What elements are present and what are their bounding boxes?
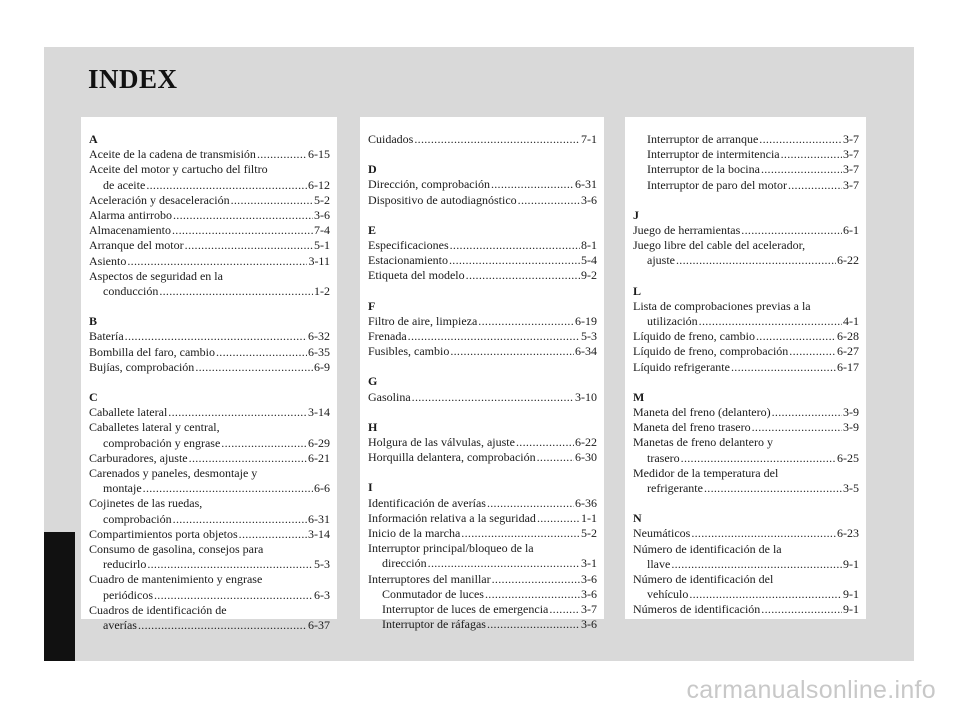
index-page-number: 6-34 — [575, 344, 597, 359]
dot-leader — [221, 436, 307, 451]
dot-leader — [691, 526, 836, 541]
index-entry — [89, 618, 330, 633]
dot-leader — [731, 360, 836, 375]
index-page-number: 9-1 — [843, 587, 859, 602]
dot-leader — [428, 556, 580, 571]
index-entry-text: refrigerante — [647, 481, 703, 496]
index-entry — [89, 329, 330, 344]
dot-leader — [173, 208, 313, 223]
dot-leader — [185, 238, 313, 253]
index-column-3 — [625, 117, 866, 619]
dot-leader — [761, 162, 842, 177]
dot-leader — [704, 481, 842, 496]
index-entry-continued: Cuadros de identificación de — [89, 602, 227, 617]
dot-leader — [216, 345, 307, 360]
index-entry-text: utilización — [647, 314, 698, 329]
index-entry-text: Bombilla del faro, cambio — [89, 344, 215, 359]
index-page-number: 9-1 — [843, 602, 859, 617]
index-entry-text: dirección — [382, 556, 427, 571]
index-page-number: 9-2 — [581, 268, 597, 283]
index-entry — [89, 254, 330, 269]
index-entry — [368, 435, 597, 450]
index-page-number: 1-2 — [314, 284, 330, 299]
index-entry-text: Alarma antirrobo — [89, 208, 172, 223]
index-entry — [368, 177, 597, 192]
index-entry-text: llave — [647, 556, 671, 571]
dot-leader — [127, 254, 307, 269]
index-entry-continued: Aspectos de seguridad en la — [89, 268, 223, 283]
index-page-number: 6-36 — [575, 495, 597, 510]
index-entry — [89, 284, 330, 299]
index-entry-text: vehículo — [647, 587, 689, 602]
index-entry-text: Interruptor de intermitencia — [647, 147, 780, 162]
dot-leader — [487, 496, 574, 511]
index-page-number: 6-22 — [575, 435, 597, 450]
dot-leader — [408, 329, 580, 344]
index-entry-continued: Cojinetes de las ruedas, — [89, 496, 203, 511]
index-entry-text: Aceite de la cadena de transmisión — [89, 147, 256, 162]
index-letter-heading: L — [633, 283, 642, 298]
index-entry-continued: Carenados y paneles, desmontaje y — [89, 466, 258, 481]
index-entry — [633, 329, 859, 344]
dot-leader — [449, 253, 580, 268]
index-entry-text: Interruptor de paro del motor — [647, 177, 787, 192]
index-entry — [633, 557, 859, 572]
dot-leader — [138, 618, 307, 633]
index-entry-text: Maneta del freno trasero — [633, 420, 751, 435]
index-page-number: 3-7 — [843, 147, 859, 162]
index-entry-text: Holgura de las válvulas, ajuste — [368, 435, 515, 450]
index-entry — [368, 587, 597, 602]
dot-leader — [125, 329, 307, 344]
dot-leader — [537, 450, 574, 465]
index-entry — [368, 268, 597, 283]
index-entry-text: Conmutador de luces — [382, 586, 484, 601]
index-page-number: 3-7 — [843, 162, 859, 177]
index-entry-text: Frenada — [368, 329, 407, 344]
index-page-number: 3-6 — [581, 617, 597, 632]
index-entry — [368, 496, 597, 511]
index-entry — [633, 481, 859, 496]
index-entry-text: montaje — [103, 481, 142, 496]
dot-leader — [741, 223, 842, 238]
index-entry — [89, 557, 330, 572]
index-entry-text: Compartimientos porta objetos — [89, 526, 238, 541]
index-page-number: 5-1 — [314, 238, 330, 253]
dot-leader — [772, 405, 842, 420]
index-page-number: 6-28 — [837, 329, 859, 344]
dot-leader — [518, 193, 580, 208]
page-title: INDEX — [88, 64, 178, 94]
index-page-number: 7-1 — [581, 132, 597, 146]
index-page-number: 3-6 — [581, 571, 597, 586]
index-page-number: 3-6 — [581, 586, 597, 601]
index-letter-heading: H — [368, 419, 378, 434]
dot-leader — [671, 557, 842, 572]
dot-leader — [461, 526, 580, 541]
dot-leader — [257, 147, 307, 162]
index-entry-text: Información relativa a la seguridad — [368, 510, 536, 525]
dot-leader — [146, 178, 307, 193]
index-page-number: 9-1 — [843, 556, 859, 571]
index-entry-text: conducción — [103, 284, 159, 299]
index-entry — [368, 238, 597, 253]
index-entry-continued: Medidor de la temperatura del — [633, 465, 779, 480]
index-entry — [368, 572, 597, 587]
index-entry — [368, 193, 597, 208]
dot-leader — [537, 511, 580, 526]
index-entry — [633, 314, 859, 329]
index-entry-text: Horquilla delantera, comprobación — [368, 450, 536, 465]
index-entry — [89, 481, 330, 496]
dot-leader — [759, 132, 842, 147]
index-entry-text: reducirlo — [103, 557, 147, 572]
dot-leader — [168, 405, 307, 420]
index-entry-text: Etiqueta del modelo — [368, 268, 465, 283]
index-entry-text: Interruptores del manillar — [368, 571, 491, 586]
index-entry-text: Especificaciones — [368, 238, 449, 253]
dot-leader — [172, 223, 313, 238]
index-page-number: 6-31 — [575, 177, 597, 192]
index-page-number: 3-9 — [843, 405, 859, 420]
index-entry — [89, 588, 330, 603]
index-entry — [89, 405, 330, 420]
index-entry-text: Inicio de la marcha — [368, 526, 461, 541]
index-entry-text: Neumáticos — [633, 526, 691, 541]
index-entry — [633, 253, 859, 268]
index-page-number: 6-21 — [308, 450, 330, 465]
index-page-number: 6-35 — [308, 344, 330, 359]
index-entry — [368, 602, 597, 617]
index-page-number: 1-1 — [581, 510, 597, 525]
index-entry-text: comprobación — [103, 511, 172, 526]
index-entry-text: Estacionamiento — [368, 253, 448, 268]
index-entry-continued: Juego libre del cable del acelerador, — [633, 238, 806, 253]
dot-leader — [761, 602, 842, 617]
index-entry-text: averías — [103, 618, 137, 633]
index-column-1 — [81, 117, 337, 633]
index-entry — [368, 526, 597, 541]
index-letter-heading: A — [89, 132, 98, 146]
index-page-number: 3-11 — [308, 253, 330, 268]
index-entry — [89, 436, 330, 451]
index-page-number: 4-1 — [843, 314, 859, 329]
dot-leader — [699, 314, 842, 329]
dot-leader — [788, 178, 842, 193]
index-page-number: 3-7 — [843, 132, 859, 146]
index-entry-text: Cuidados — [368, 132, 414, 146]
index-entry — [89, 360, 330, 375]
index-letter-heading: D — [368, 162, 377, 177]
index-entry — [368, 617, 597, 632]
index-entry-text: Interruptor de la bocina — [647, 162, 760, 177]
index-entry — [633, 526, 859, 541]
dot-leader — [412, 390, 574, 405]
dot-leader — [173, 512, 307, 527]
index-entry — [633, 162, 859, 177]
index-entry — [633, 344, 859, 359]
dot-leader — [147, 557, 313, 572]
index-entry — [368, 511, 597, 526]
index-page-number: 7-4 — [314, 223, 330, 238]
dot-leader — [789, 344, 836, 359]
index-page-number: 3-9 — [843, 420, 859, 435]
index-page-number: 5-2 — [581, 526, 597, 541]
index-entry — [633, 147, 859, 162]
index-letter-heading: N — [633, 511, 642, 526]
index-entry — [633, 451, 859, 466]
index-entry — [89, 345, 330, 360]
index-entry-text: periódicos — [103, 587, 153, 602]
index-page-number: 6-17 — [837, 359, 859, 374]
index-entry-text: ajuste — [647, 253, 675, 268]
index-entry-text: Maneta del freno (delantero) — [633, 405, 771, 420]
dot-leader — [676, 253, 836, 268]
index-page-number: 6-37 — [308, 618, 330, 633]
dot-leader — [414, 132, 580, 147]
dot-leader — [689, 587, 842, 602]
watermark: carmanualsonline.info — [686, 676, 936, 704]
index-page-number: 6-32 — [308, 329, 330, 344]
index-entry — [89, 193, 330, 208]
index-page-number: 3-6 — [314, 208, 330, 223]
index-entry-text: Asiento — [89, 253, 127, 268]
dot-leader — [485, 587, 580, 602]
index-page-number: 3-5 — [843, 481, 859, 496]
index-entry — [633, 405, 859, 420]
index-page-number: 6-19 — [575, 313, 597, 328]
index-page-number: 6-31 — [308, 511, 330, 526]
dot-leader — [231, 193, 313, 208]
index-entry — [633, 178, 859, 193]
index-letter-heading: I — [368, 480, 373, 495]
index-entry — [89, 238, 330, 253]
index-entry — [89, 223, 330, 238]
index-entry-text: Números de identificación — [633, 602, 761, 617]
index-entry-text: trasero — [647, 450, 680, 465]
index-entry-continued: Consumo de gasolina, consejos para — [89, 542, 264, 557]
index-entry — [368, 132, 597, 147]
index-entry-text: de aceite — [103, 177, 146, 192]
index-entry — [368, 314, 597, 329]
dot-leader — [549, 602, 580, 617]
index-page-number: 3-7 — [581, 602, 597, 617]
index-page-number: 5-3 — [581, 329, 597, 344]
index-entry-text: Dispositivo de autodiagnóstico — [368, 192, 517, 207]
index-entry-text: Carburadores, ajuste — [89, 450, 188, 465]
index-page-number: 6-3 — [314, 587, 330, 602]
dot-leader — [681, 451, 836, 466]
index-page-number: 6-15 — [308, 147, 330, 162]
index-entry-continued: Interruptor principal/bloqueo de la — [368, 541, 534, 556]
index-page-number: 3-1 — [581, 556, 597, 571]
index-page-number: 6-9 — [314, 359, 330, 374]
index-letter-heading: F — [368, 298, 376, 313]
chapter-tab-marker — [44, 532, 75, 661]
index-entry — [89, 147, 330, 162]
dot-leader — [487, 617, 580, 632]
dot-leader — [450, 344, 574, 359]
index-page-number: 3-14 — [308, 405, 330, 420]
dot-leader — [781, 147, 842, 162]
index-entry-text: Interruptor de arranque — [647, 132, 759, 146]
index-page-number: 5-2 — [314, 192, 330, 207]
index-entry-continued: Manetas de freno delantero y — [633, 435, 773, 450]
index-entry-text: Juego de herramientas — [633, 223, 741, 238]
index-entry-text: comprobación y engrase — [103, 435, 221, 450]
index-column-2 — [360, 117, 604, 632]
dot-leader — [466, 268, 580, 283]
index-entry-continued: Lista de comprobaciones previas a la — [633, 298, 811, 313]
index-page-number: 6-29 — [308, 435, 330, 450]
dot-leader — [478, 314, 574, 329]
index-entry — [633, 360, 859, 375]
dot-leader — [159, 284, 313, 299]
index-page-number: 6-23 — [837, 526, 859, 541]
index-entry — [89, 178, 330, 193]
dot-leader — [239, 527, 307, 542]
index-letter-heading: M — [633, 389, 645, 404]
index-page-number: 6-27 — [837, 344, 859, 359]
index-page-number: 6-22 — [837, 253, 859, 268]
index-page-number: 6-30 — [575, 450, 597, 465]
dot-leader — [492, 572, 580, 587]
index-entry-text: Batería — [89, 329, 124, 344]
index-entry — [633, 420, 859, 435]
index-entry-text: Gasolina — [368, 389, 411, 404]
index-entry — [633, 223, 859, 238]
index-entry-text: Líquido de freno, cambio — [633, 329, 755, 344]
index-entry-continued: Cuadro de mantenimiento y engrase — [89, 572, 263, 587]
index-entry — [368, 556, 597, 571]
index-page-number: 3-7 — [843, 177, 859, 192]
index-page-number: 6-6 — [314, 481, 330, 496]
index-letter-heading: B — [89, 314, 98, 329]
dot-leader — [450, 238, 580, 253]
index-entry — [368, 253, 597, 268]
index-entry-text: Arranque del motor — [89, 238, 184, 253]
index-entry-text: Aceleración y desaceleración — [89, 192, 230, 207]
index-entry — [633, 602, 859, 617]
index-entry-text: Líquido de freno, comprobación — [633, 344, 789, 359]
index-entry-text: Almacenamiento — [89, 223, 171, 238]
index-entry — [633, 587, 859, 602]
index-letter-heading: J — [633, 207, 639, 222]
dot-leader — [516, 435, 574, 450]
index-entry-continued: Aceite del motor y cartucho del filtro — [89, 162, 268, 177]
index-entry — [368, 450, 597, 465]
index-entry — [89, 512, 330, 527]
index-page-number: 6-25 — [837, 450, 859, 465]
index-entry — [89, 527, 330, 542]
index-entry — [368, 344, 597, 359]
dot-leader — [752, 420, 842, 435]
index-entry — [89, 451, 330, 466]
index-entry-text: Interruptor de luces de emergencia — [382, 602, 549, 617]
index-entry-text: Caballete lateral — [89, 405, 168, 420]
index-entry — [89, 208, 330, 223]
index-entry-text: Bujías, comprobación — [89, 359, 195, 374]
dot-leader — [143, 481, 313, 496]
index-entry-continued: Número de identificación del — [633, 572, 774, 587]
index-entry — [368, 329, 597, 344]
index-entry-text: Fusibles, cambio — [368, 344, 450, 359]
index-page-number: 8-1 — [581, 238, 597, 253]
index-letter-heading: G — [368, 374, 378, 389]
index-page-number: 5-3 — [314, 557, 330, 572]
index-entry-text: Dirección, comprobación — [368, 177, 490, 192]
index-page-number: 6-1 — [843, 223, 859, 238]
index-page-number: 6-12 — [308, 177, 330, 192]
index-entry — [368, 390, 597, 405]
dot-leader — [189, 451, 307, 466]
index-page-number: 3-14 — [308, 526, 330, 541]
index-entry-text: Líquido refrigerante — [633, 359, 730, 374]
index-letter-heading: E — [368, 222, 377, 237]
index-page-number: 5-4 — [581, 253, 597, 268]
index-entry-continued: Número de identificación de la — [633, 541, 782, 556]
index-entry-continued: Caballetes lateral y central, — [89, 420, 220, 435]
index-letter-heading: C — [89, 390, 98, 405]
dot-leader — [195, 360, 313, 375]
dot-leader — [491, 177, 574, 192]
index-entry — [633, 132, 859, 147]
index-entry-text: Interruptor de ráfagas — [382, 617, 486, 632]
index-entry-text: Identificación de averías — [368, 495, 486, 510]
dot-leader — [154, 588, 313, 603]
index-entry-text: Filtro de aire, limpieza — [368, 313, 478, 328]
index-page-number: 3-10 — [575, 389, 597, 404]
index-page-number: 3-6 — [581, 192, 597, 207]
dot-leader — [756, 329, 836, 344]
